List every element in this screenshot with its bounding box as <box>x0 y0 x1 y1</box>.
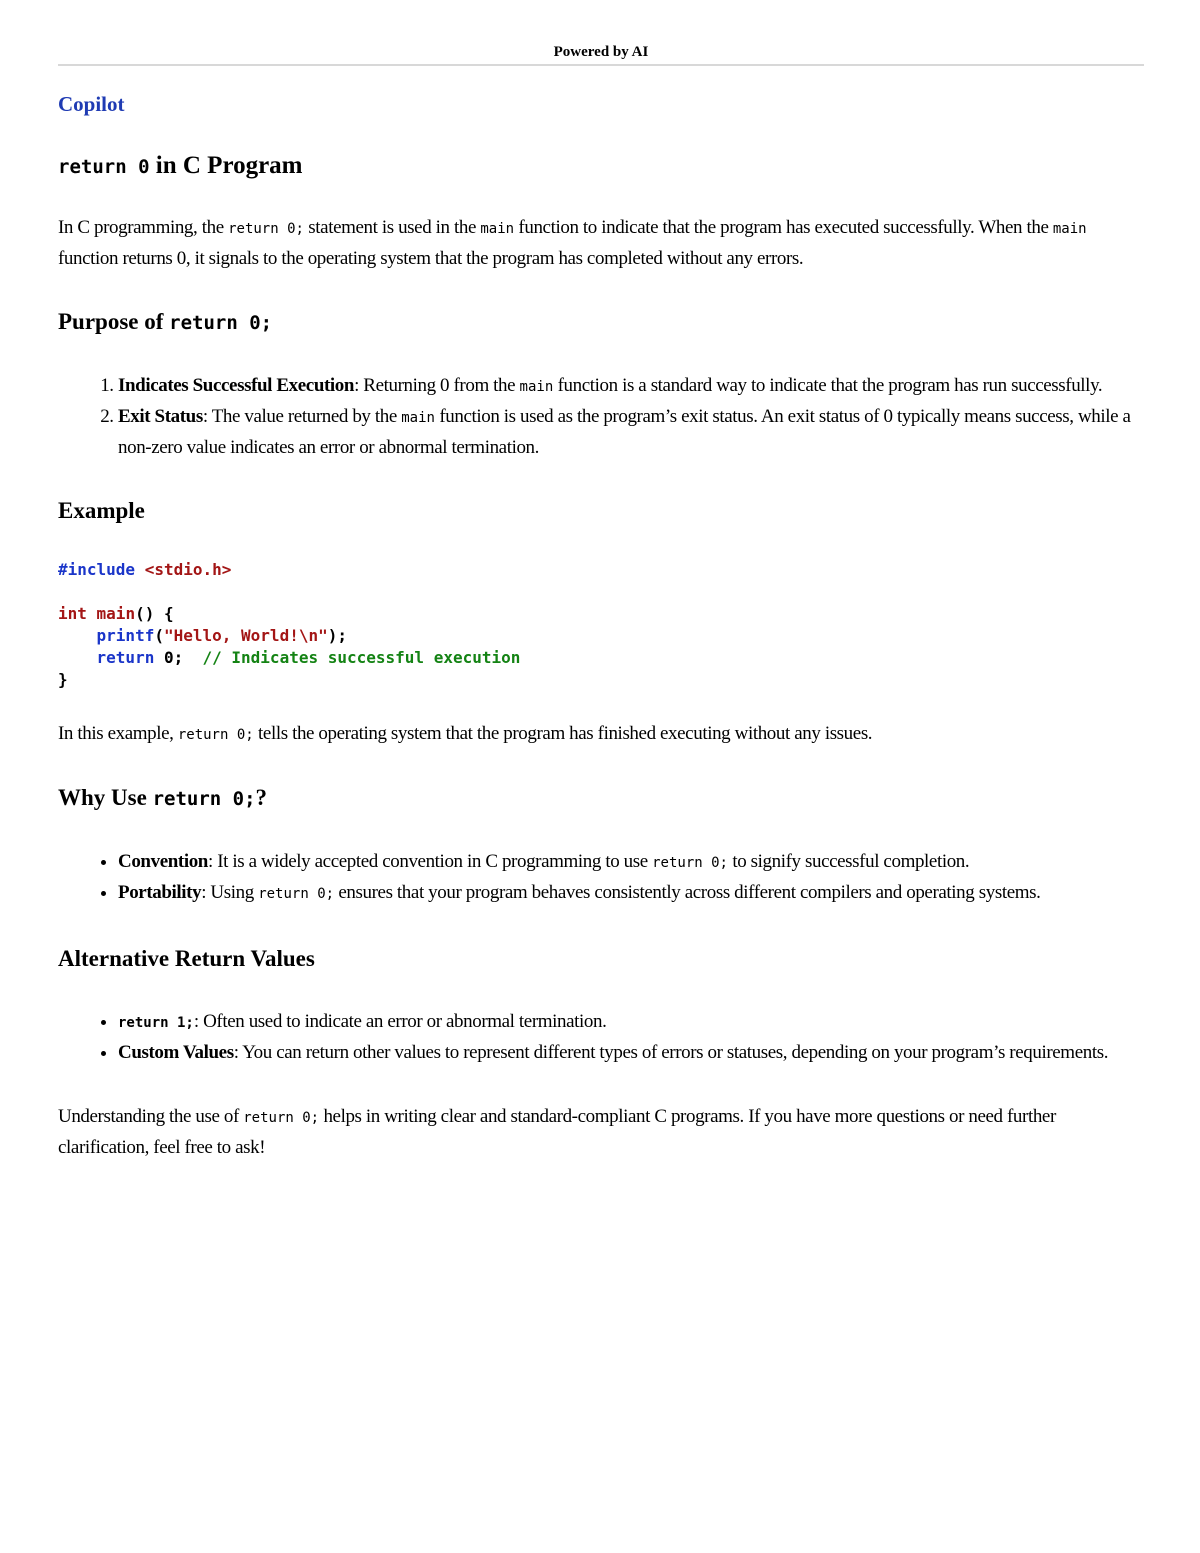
header-divider <box>58 64 1144 66</box>
purpose-heading <box>58 306 1148 339</box>
list-item-text: : It is a widely accepted convention in C programming to use <box>207 851 653 872</box>
list-item-text: ensures that your program behaves consistently across different compilers and operating systems. <box>334 882 1041 903</box>
code-punctuation: ( <box>154 626 164 645</box>
code-function-name: main <box>86 604 136 623</box>
list-item-text: function is used as the program’s exit status. An exit status of 0 typically means success, while a non-zero value indicates an error or abnormal termination. <box>118 406 1131 458</box>
why-heading-end: ? <box>255 785 268 810</box>
conclusion-text-2: helps in writing clear and standard-compliant C programs. If you have more questions or need further clarification, feel free to ask! <box>58 1106 1056 1158</box>
why-heading <box>58 782 1148 815</box>
list-item <box>118 1038 1148 1068</box>
list-item-label: Convention <box>118 851 208 872</box>
code-comment: // Indicates successful execution <box>202 648 521 667</box>
title-code: return 0 <box>58 156 150 178</box>
alternatives-list <box>58 1007 1148 1068</box>
list-item-label: Custom Values <box>118 1042 234 1063</box>
intro-code-3: main <box>1052 221 1087 237</box>
page-header: Powered by AI <box>553 44 649 60</box>
code-header-file: <stdio.h> <box>135 560 232 579</box>
intro-text-1: In C programming, the <box>58 217 229 238</box>
intro-code-2: main <box>480 221 515 237</box>
code-punctuation: ); <box>327 626 347 645</box>
list-item-text: : You can return other values to represent different types of errors or statuses, depending on your program’s requirements. <box>233 1042 1109 1063</box>
purpose-list <box>58 371 1148 463</box>
list-item-label: Portability <box>118 882 202 903</box>
explanation-text-1: In this example, <box>58 723 178 744</box>
list-item-code: main <box>519 379 554 395</box>
explanation-text-2: tells the operating system that the program has finished executing without any issues. <box>253 723 873 744</box>
code-string: "Hello, World!\n" <box>163 626 328 645</box>
document-content <box>58 88 1148 1163</box>
list-item-code: return 0; <box>258 886 335 902</box>
why-list <box>58 847 1148 909</box>
list-item-label: Indicates Successful Execution <box>118 375 355 396</box>
alternatives-heading: Alternative Return Values <box>58 946 315 971</box>
code-type: int <box>58 604 87 623</box>
code-keyword: return <box>96 648 155 667</box>
code-value: 0; <box>154 648 203 667</box>
list-item <box>118 1007 1148 1038</box>
page-title <box>58 150 1148 183</box>
code-punctuation: () { <box>135 604 174 623</box>
example-explanation <box>58 719 1148 750</box>
intro-text-4: function returns 0, it signals to the operating system that the program has completed without any errors. <box>58 248 804 269</box>
intro-paragraph <box>58 213 1148 274</box>
list-item-code: main <box>401 410 435 426</box>
code-call: printf <box>96 626 155 645</box>
list-item <box>118 878 1148 909</box>
list-item-text: function is a standard way to indicate that the program has run successfully. <box>553 375 1103 396</box>
title-text: in C Program <box>149 152 303 179</box>
purpose-heading-text: Purpose of <box>58 309 170 334</box>
list-item-label: Exit Status <box>118 406 203 427</box>
list-item <box>118 371 1148 402</box>
why-heading-text: Why Use <box>58 785 153 810</box>
list-item-text: to signify successful completion. <box>727 851 970 872</box>
list-item <box>118 402 1148 463</box>
conclusion-paragraph <box>58 1102 1148 1163</box>
code-indent <box>58 626 97 645</box>
why-heading-code: return 0; <box>152 788 256 810</box>
purpose-heading-code: return 0; <box>169 312 273 334</box>
conclusion-text-1: Understanding the use of <box>58 1106 244 1127</box>
intro-text-3: function to indicate that the program has executed successfully. When the <box>514 217 1053 238</box>
list-item-text: : Using <box>201 882 259 903</box>
list-item-text: : Returning 0 from the <box>354 375 520 396</box>
code-closing-brace: } <box>58 670 68 689</box>
code-block <box>58 559 1148 691</box>
code-indent <box>58 648 97 667</box>
intro-text-2: statement is used in the <box>303 217 481 238</box>
brand-label: Copilot <box>58 92 125 116</box>
code-directive: #include <box>58 560 136 579</box>
list-item <box>118 847 1148 878</box>
list-item-text: : The value returned by the <box>202 406 402 427</box>
list-item-text: : Often used to indicate an error or abnormal termination. <box>193 1011 607 1032</box>
intro-code-1: return 0; <box>228 221 304 237</box>
list-item-code-label: return 1; <box>118 1015 194 1031</box>
example-heading: Example <box>58 498 145 523</box>
conclusion-code: return 0; <box>243 1110 320 1126</box>
list-item-code: return 0; <box>652 855 728 871</box>
explanation-code: return 0; <box>177 727 254 743</box>
